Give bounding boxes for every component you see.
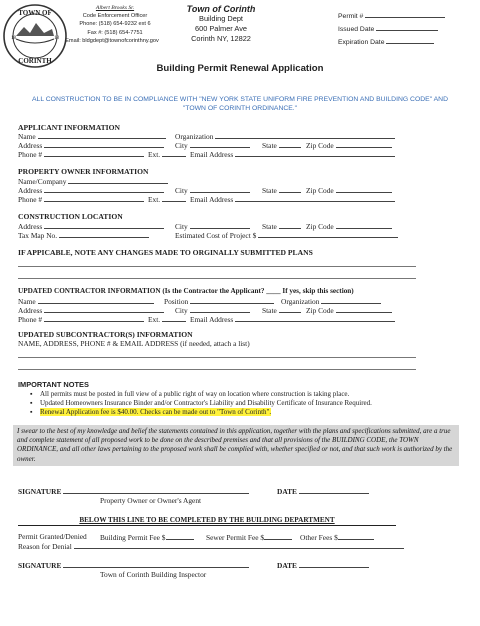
svg-text:18: 18	[54, 36, 59, 41]
dept-name: Building Dept	[199, 14, 243, 23]
contractor-organization-field[interactable]: Organization	[281, 296, 381, 306]
bullet-icon: ▪	[30, 408, 33, 416]
sewer-permit-fee-field[interactable]: Sewer Permit Fee $	[206, 532, 292, 542]
owner-state-field[interactable]: State	[262, 185, 301, 195]
oath-statement: I swear to the best of my knowledge and belief the statements contained in this application, together with the plans and specifications submitted, are a true and complete statement of all proposed work to be done on the described premises and that all provisions of the BUILDING CODE, the TOWN ORDINANCE, and all other laws pertaining to the proposed work shall be complied with, whether specified or not, and that such work is authorized by the owner.	[13, 425, 459, 466]
note-item: ▪ All permits must be posted in full view of a public right of way on location where construction is taking place.	[30, 390, 350, 398]
section-location: CONSTRUCTION LOCATION	[18, 212, 123, 221]
dept-street: 600 Palmer Ave	[194, 24, 248, 33]
owner-zip-field[interactable]: Zip Code	[306, 185, 392, 195]
applicant-phone-field[interactable]: Phone #	[18, 149, 144, 159]
department-divider: BELOW THIS LINE TO BE COMPLETED BY THE BUILDING DEPARTMENT	[18, 516, 396, 526]
other-fees-field[interactable]: Other Fees $	[300, 532, 374, 542]
estimated-cost-field[interactable]: Estimated Cost of Project $	[175, 230, 398, 240]
owner-email-field[interactable]: Email Address	[190, 194, 395, 204]
contractor-address-field[interactable]: Address	[18, 305, 164, 315]
section-contractor: UPDATED CONTRACTOR INFORMATION (Is the Contractor the Applicant? ____ If yes, skip this section)	[18, 287, 354, 295]
contractor-name-field[interactable]: Name	[18, 296, 154, 306]
contractor-state-field[interactable]: State	[262, 305, 301, 315]
town-name: Town of Corinth	[186, 4, 256, 14]
applicant-zip-field[interactable]: Zip Code	[306, 140, 392, 150]
permit-number-field[interactable]: Permit #	[338, 10, 445, 23]
form-title: Building Permit Renewal Application	[156, 63, 324, 74]
location-zip-field[interactable]: Zip Code	[306, 221, 392, 231]
officer-title: Code Enforcement Officer	[82, 13, 148, 20]
compliance-notice: ALL CONSTRUCTION TO BE IN COMPLIANCE WITH "NEW YORK STATE UNIFORM FIRE PREVENTION AND BUILDING CODE" AND "TOWN OF CORINTH ORDINANCE."	[32, 96, 448, 112]
owner-ext-field[interactable]: Ext.	[148, 194, 186, 204]
section-subcontractor: UPDATED SUBCONTRACTOR(S) INFORMATION	[18, 330, 193, 339]
contractor-position-field[interactable]: Position	[164, 296, 274, 306]
section-owner: PROPERTY OWNER INFORMATION	[18, 167, 149, 176]
officer-fax: Fax #: (518) 654-7751	[87, 29, 143, 36]
applicant-address-field[interactable]: Address	[18, 140, 164, 150]
officer-name: Albert Brooks Sr.	[95, 5, 135, 11]
owner-date-field[interactable]: DATE	[277, 486, 369, 496]
owner-signature-caption: Property Owner or Owner's Agent	[100, 496, 202, 505]
permit-granted-denied[interactable]: Permit Granted/Denied	[18, 532, 87, 541]
svg-text:TOWN OF: TOWN OF	[18, 9, 52, 17]
applicant-state-field[interactable]: State	[262, 140, 301, 150]
subcontractor-instructions: NAME, ADDRESS, PHONE # & EMAIL ADDRESS (if needed, attach a list)	[18, 339, 250, 348]
note-item-highlighted: ▪ Renewal Application fee is $40.00. Checks can be made out to "Town of Corinth".	[30, 408, 272, 416]
svg-text:CORINTH: CORINTH	[18, 57, 52, 65]
owner-name-company-field[interactable]: Name/Company	[18, 176, 168, 186]
bullet-icon: ▪	[30, 399, 33, 407]
location-state-field[interactable]: State	[262, 221, 301, 231]
section-applicant: APPLICANT INFORMATION	[18, 123, 121, 132]
inspector-signature-field[interactable]: SIGNATURE	[18, 560, 249, 570]
owner-signature-field[interactable]: SIGNATURE	[18, 486, 249, 496]
contractor-city-field[interactable]: City	[175, 305, 250, 315]
contractor-zip-field[interactable]: Zip Code	[306, 305, 392, 315]
dept-city: Corinth NY, 12822	[191, 34, 251, 43]
applicant-name-field[interactable]: Name	[18, 131, 166, 141]
applicant-city-field[interactable]: City	[175, 140, 250, 150]
applicant-email-field[interactable]: Email Address	[190, 149, 395, 159]
officer-email: Email: bldgdept@townofcorinthny.gov	[65, 37, 159, 44]
changes-line-2[interactable]	[18, 278, 416, 279]
reason-for-denial-field[interactable]: Reason for Denial	[18, 541, 404, 551]
owner-address-field[interactable]: Address	[18, 185, 164, 195]
building-permit-fee-field[interactable]: Building Permit Fee $	[100, 532, 194, 542]
expiration-date-field[interactable]: Expiration Date	[338, 36, 445, 49]
contractor-ext-field[interactable]: Ext.	[148, 314, 186, 324]
inspector-signature-caption: Town of Corinth Building Inspector	[100, 570, 207, 579]
bullet-icon: ▪	[30, 390, 33, 398]
owner-phone-field[interactable]: Phone #	[18, 194, 144, 204]
contractor-phone-field[interactable]: Phone #	[18, 314, 144, 324]
subcontractor-line-1[interactable]	[18, 357, 416, 358]
owner-city-field[interactable]: City	[175, 185, 250, 195]
note-item: ▪ Updated Homeowners Insurance Binder and/or Contractor's Liability and Disability Certificate of Insurance Required.	[30, 399, 372, 407]
location-address-field[interactable]: Address	[18, 221, 164, 231]
location-city-field[interactable]: City	[175, 221, 250, 231]
issued-date-field[interactable]: Issued Date	[338, 23, 445, 36]
section-notes: IMPORTANT NOTES	[18, 380, 89, 389]
contractor-email-field[interactable]: Email Address	[190, 314, 395, 324]
applicant-ext-field[interactable]: Ext.	[148, 149, 186, 159]
changes-line-1[interactable]	[18, 266, 416, 267]
applicant-organization-field[interactable]: Organization	[175, 131, 395, 141]
svg-text:18: 18	[11, 36, 16, 41]
subcontractor-line-2[interactable]	[18, 369, 416, 370]
section-changes: IF APPICABLE, NOTE ANY CHANGES MADE TO ORGINALLY SUBMITTED PLANS	[18, 248, 313, 257]
tax-map-field[interactable]: Tax Map No.	[18, 230, 149, 240]
officer-phone: Phone: (518) 654-9232 ext 6	[79, 21, 151, 28]
inspector-date-field[interactable]: DATE	[277, 560, 369, 570]
